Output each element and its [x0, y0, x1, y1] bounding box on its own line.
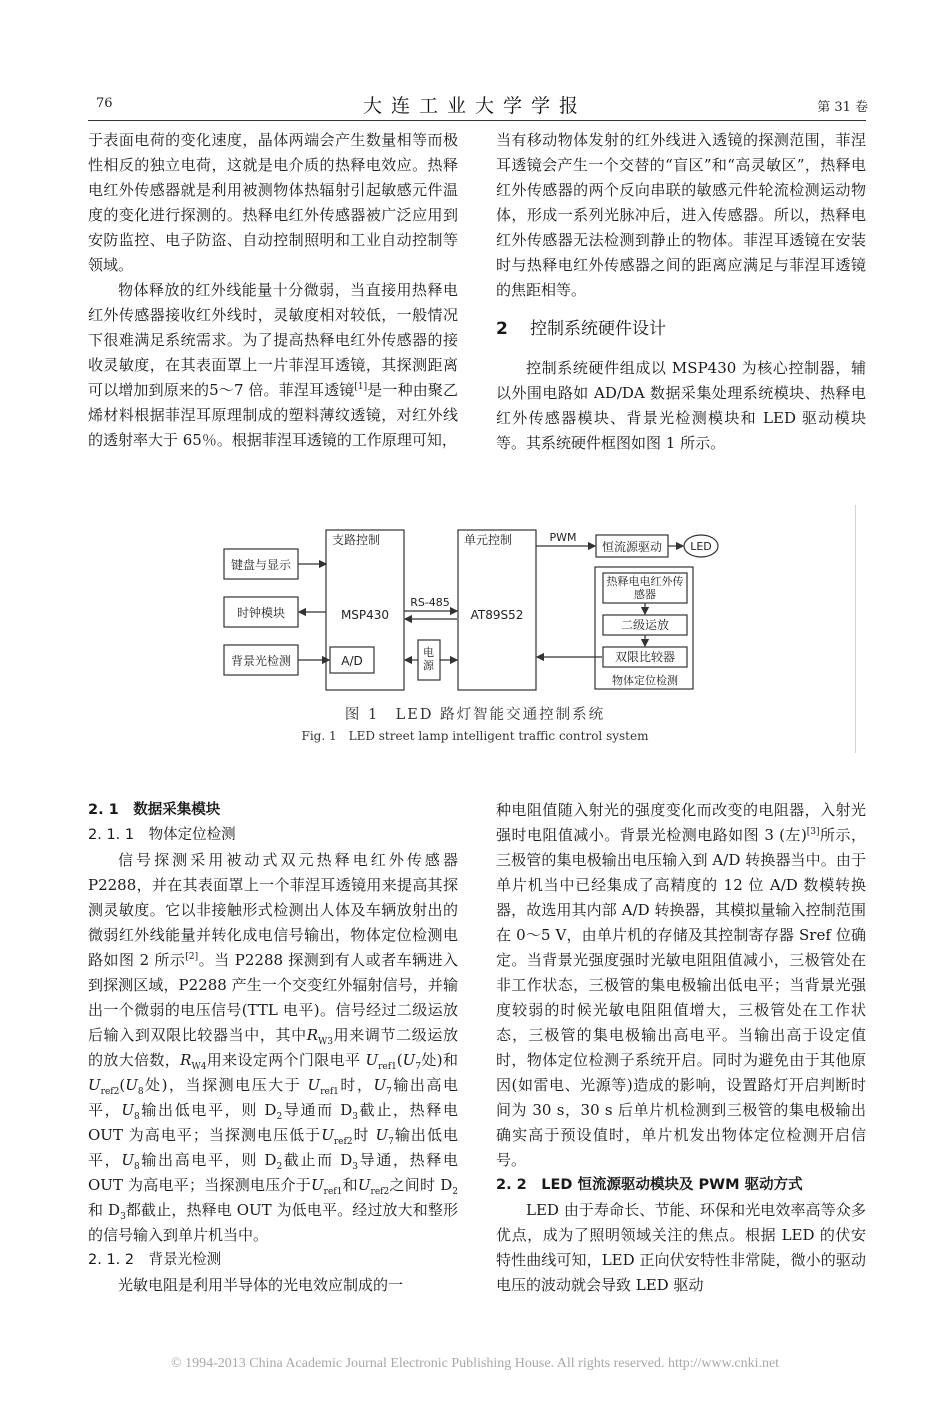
led-label: LED: [690, 540, 712, 553]
header-rule: [88, 120, 866, 121]
subsubsection-heading: 2. 1. 1 物体定位检测: [88, 827, 236, 843]
column-right-top: [496, 128, 866, 456]
locate-label: 物体定位检测: [612, 674, 678, 687]
backlight-label: 背景光检测: [230, 654, 292, 668]
copyright-footer: © 1994-2013 China Academic Journal Electronic Publishing House. All rights reserved. http://www.cnki.net: [170, 1356, 780, 1371]
volume-label: 第 31 卷: [817, 100, 868, 115]
msp-label: MSP430: [340, 608, 390, 622]
pwm-label: PWM: [549, 531, 577, 544]
subsection-heading: 2. 1 数据采集模块: [88, 802, 221, 818]
paragraph: 信号探测采用被动式双元热释电红外传感器 P2288，并在其表面罩上一个菲涅耳透镜用来提高其探测灵敏度。它以非接触形式检测出人体及车辆放射出的微弱红外线能量并转化成电信号输出，物体定位检测电路如图 2 所示[2]。当 P2288 探测到有人或者车辆进入到探测区域，P2288 产生一个交变红外辐射信号，并输出一个微弱的电压信号(TTL 电平)。信号经过二级运放后输入到双限比较器当中，其中$R_{W3}$用来调节二级运放的放大倍数，$R_{W4}$用来设定两个门限电平 $U_{ref1}(U_7$处)和 $U_{ref2}(U_8$处)，当探测电压大于 $U_{ref1}$时，$U_7$输出高电平，$U_8$输出低电平，则 $D_2$导通而 $D_3$截止，热释电 OUT 为高电平；当探测电压低于$U_{ref2}$时 $U_7$输出低电平，$U_8$输出高电平，则 $D_2$截止而 $D_3$导通，热释电 OUT 为高电平；当探测电压介于$U_{ref1}$和$U_{ref2}$之间时 $D_2$和 $D_3$都截止，热释电 OUT 为低电平。经过放大和整形的信号输入到单片机当中。: [88, 851, 459, 1244]
journal-title: 大连工业大学学报: [362, 95, 587, 117]
keyboard-label: 键盘与显示: [230, 558, 292, 572]
clock-label: 时钟模块: [236, 606, 286, 620]
citation: [1]: [354, 382, 368, 392]
margin-rule: [855, 505, 856, 753]
subsubsection-heading: 2. 1. 2 背景光检测: [88, 1252, 222, 1268]
at89-label: AT89S52: [470, 608, 524, 622]
unit-control-label: 单元控制: [464, 533, 513, 547]
rs485-label: RS-485: [410, 596, 450, 609]
paragraph: 光敏电阻是利用半导体的光电效应制成的一: [118, 1276, 404, 1294]
column-left-top: [88, 128, 458, 453]
page-number: 76: [96, 96, 113, 111]
figure-caption-en: Fig. 1 LED street lamp intelligent traffic control system: [301, 729, 649, 743]
paragraph: LED 由于寿命长、节能、环保和光电效率高等众多优点，成为了照明领域关注的焦点。根据 LED 的伏安特性曲线可知，LED 正向伏安特性非常陡，微小的驱动电压的波动就会导致 LED 驱动: [496, 1201, 866, 1294]
paragraph: 于表面电荷的变化速度，晶体两端会产生数量相等而极性相反的独立电荷，这就是电介质的热释电效应。热释电红外传感器就是利用被测物体热辐射引起敏感元件温度的变化进行探测的。热释电红外传感器被广泛应用到安防监控、电子防盗、自动控制照明和工业自动控制等领域。: [88, 131, 458, 274]
column-right-bottom: [496, 798, 866, 1298]
ad-label: A/D: [341, 654, 363, 668]
pir-label: 热释电电红外传感器: [606, 575, 684, 601]
paragraph: 种电阻值随入射光的强度变化而改变的电阻器，入射光强时电阻值减小。背景光检测电路如图 3 (左)[3]所示，三极管的集电极输出电压输入到 A/D 转换器当中。由于单片机当中已经集成了高精度的 12 位 A/D 数模转换器，故选用其内部 A/D 转换器，其模拟量输入控制范围在 0～5 V，由单片机的存储及其控制寄存器 Sref 位确定。当背景光强度强时光敏电阻阻值减小，三极管处在非工作状态，三极管的集电极输出低电平；当背景光强度较弱的时候光敏电阻阻值增大，三极管处在工作状态，三极管的集电极输出高电平。当输出高于设定值时，物体定位检测子系统开启。同时为避免由于其他原因(如雷电、光源等)造成的影响，设置路灯开启判断时间为 30 s，30 s 后单片机检测到三极管的集电极输出确实高于预设值时，单片机发出物体定位检测开启信号。: [496, 801, 866, 1169]
amp-label: 二级运放: [620, 618, 670, 632]
cc-drive-label: 恒流源驱动: [601, 540, 663, 554]
branch-control-label: 支路控制: [332, 533, 381, 547]
figure-caption-zh: 图 1 LED 路灯智能交通控制系统: [344, 707, 606, 723]
paragraph: 当有移动物体发射的红外线进入透镜的探测范围，菲涅耳透镜会产生一个交替的“盲区”和“高灵敏区”，热释电红外传感器的两个反向串联的敏感元件轮流检测运动物体，形成一系列光脉冲后，进入传感器。所以，热释电红外传感器无法检测到静止的物体。菲涅耳透镜在安装时与热释电红外传感器之间的距离应满足与菲涅耳透镜的焦距相等。: [496, 131, 866, 299]
column-left-bottom: [88, 798, 458, 1298]
power-label: 电源: [423, 646, 434, 672]
subsection-heading: 2. 2 LED 恒流源驱动模块及 PWM 驱动方式: [496, 1177, 803, 1193]
comparator-label: 双限比较器: [614, 650, 676, 664]
paragraph: 控制系统硬件组成以 MSP430 为核心控制器，辅以外围电路如 AD/DA 数据采集处理系统模块、热释电红外传感器模块、背景光检测模块和 LED 驱动模块等。其系统硬件框图如图 1 所示。: [496, 359, 866, 452]
section-heading: 2 控制系统硬件设计: [496, 319, 666, 339]
paragraph: 物体释放的红外线能量十分微弱，当直接用热释电红外传感器接收红外线时，灵敏度相对较低，一般情况下很难满足系统需求。为了提高热释电红外传感器的接收灵敏度，在其表面罩上一片菲涅耳透镜，其探测距离可以增加到原来的5～7 倍。菲涅耳透镜[1]是一种由聚乙烯材料根据菲涅耳原理制成的塑料薄纹透镜，对红外线的透射率大于 65％。根据菲涅耳透镜的工作原理可知，: [88, 281, 458, 449]
